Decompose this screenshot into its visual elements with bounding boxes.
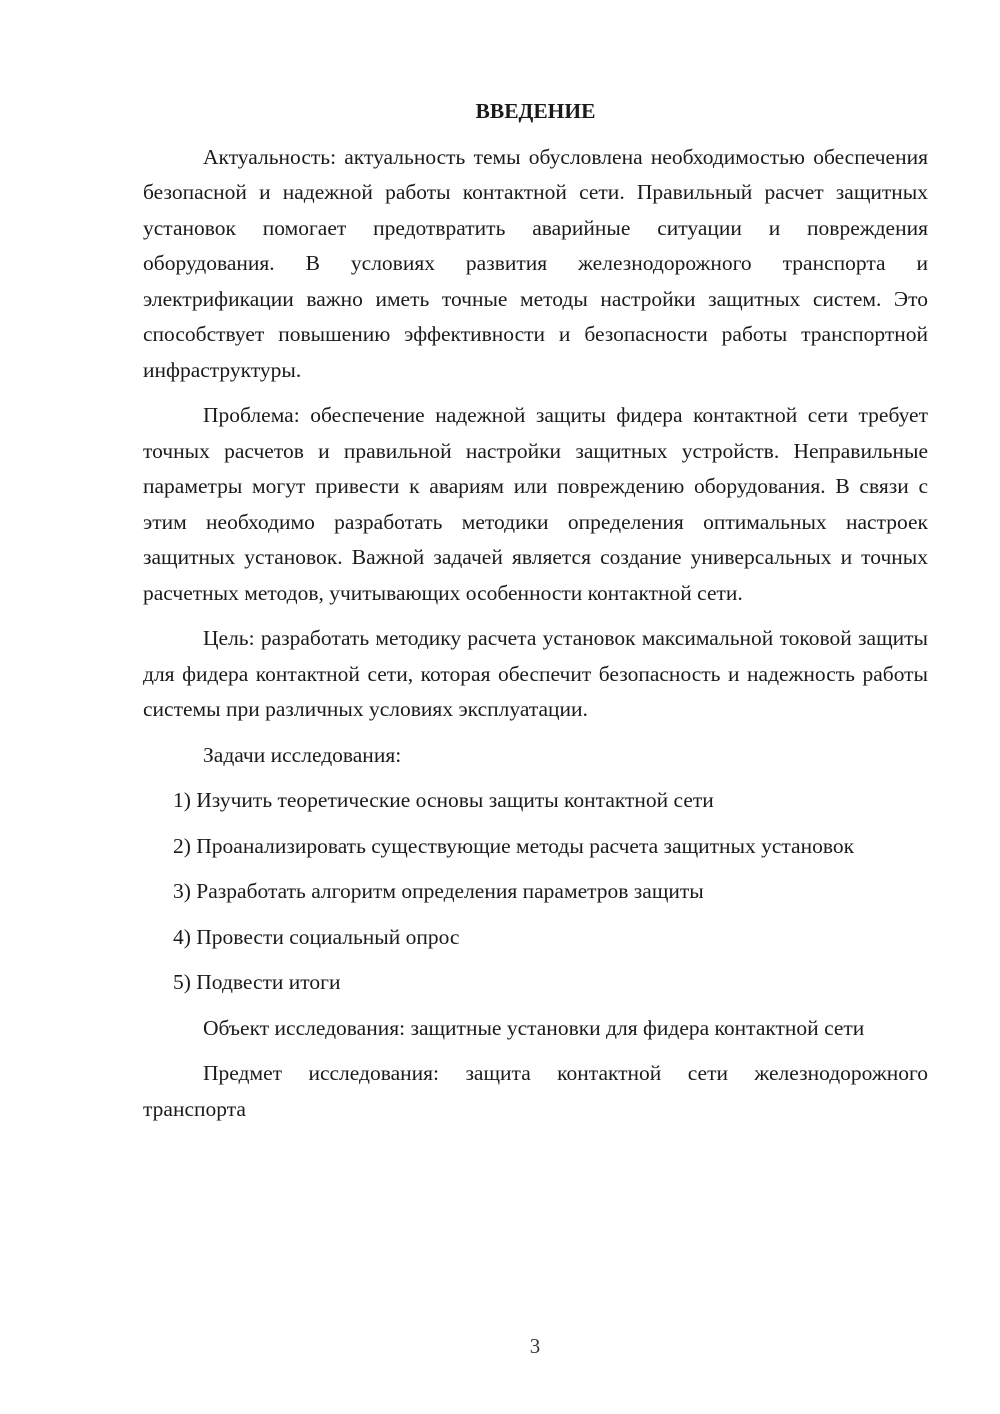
paragraph-object: Объект исследования: защитные установки для фидера контактной сети <box>203 1015 865 1040</box>
task-item-3: 3) Разработать алгоритм определения параметров защиты <box>173 879 704 903</box>
task-item-5: 5) Подвести итоги <box>173 970 341 994</box>
paragraph-relevance: Актуальность: актуальность темы обусловлена необходимостью обеспечения безопасной и надежной работы контактной сети. Правильный расчет защитных установок помогает предотвратить аварийные ситуации и повреждения оборудования. В условиях развития железнодорожного транспорта и электрификации важно иметь точные методы настройки защитных систем. Это способствует повышению эффективности и безопасности работы транспортной инфраструктуры. <box>143 144 928 382</box>
paragraph-goal: Цель: разработать методику расчета установок максимальной токовой защиты для фидера контактной сети, которая обеспечит безопасность и надежность работы системы при различных условиях эксплуатации. <box>143 626 928 721</box>
page-content <box>143 94 928 1137</box>
paragraph-tasks-heading: Задачи исследования: <box>203 742 402 767</box>
paragraph-subject: Предмет исследования: защита контактной сети железнодорожного транспорта <box>143 1061 928 1121</box>
task-item-4: 4) Провести социальный опрос <box>173 924 460 949</box>
task-item-2: 2) Проанализировать существующие методы расчета защитных установок <box>173 833 855 858</box>
paragraph-problem: Проблема: обеспечение надежной защиты фидера контактной сети требует точных расчетов и правильной настройки защитных устройств. Неправильные параметры могут привести к авариям или повреждению оборудования. В связи с этим необходимо разработать методики определения оптимальных настроек защитных установок. Важной задачей является создание универсальных и точных расчетных методов, учитывающих особенности контактной сети. <box>143 403 928 605</box>
section-title: ВВЕДЕНИЕ <box>475 99 596 123</box>
task-item-1: 1) Изучить теоретические основы защиты контактной сети <box>173 788 714 812</box>
page-number: 3 <box>529 1334 541 1358</box>
